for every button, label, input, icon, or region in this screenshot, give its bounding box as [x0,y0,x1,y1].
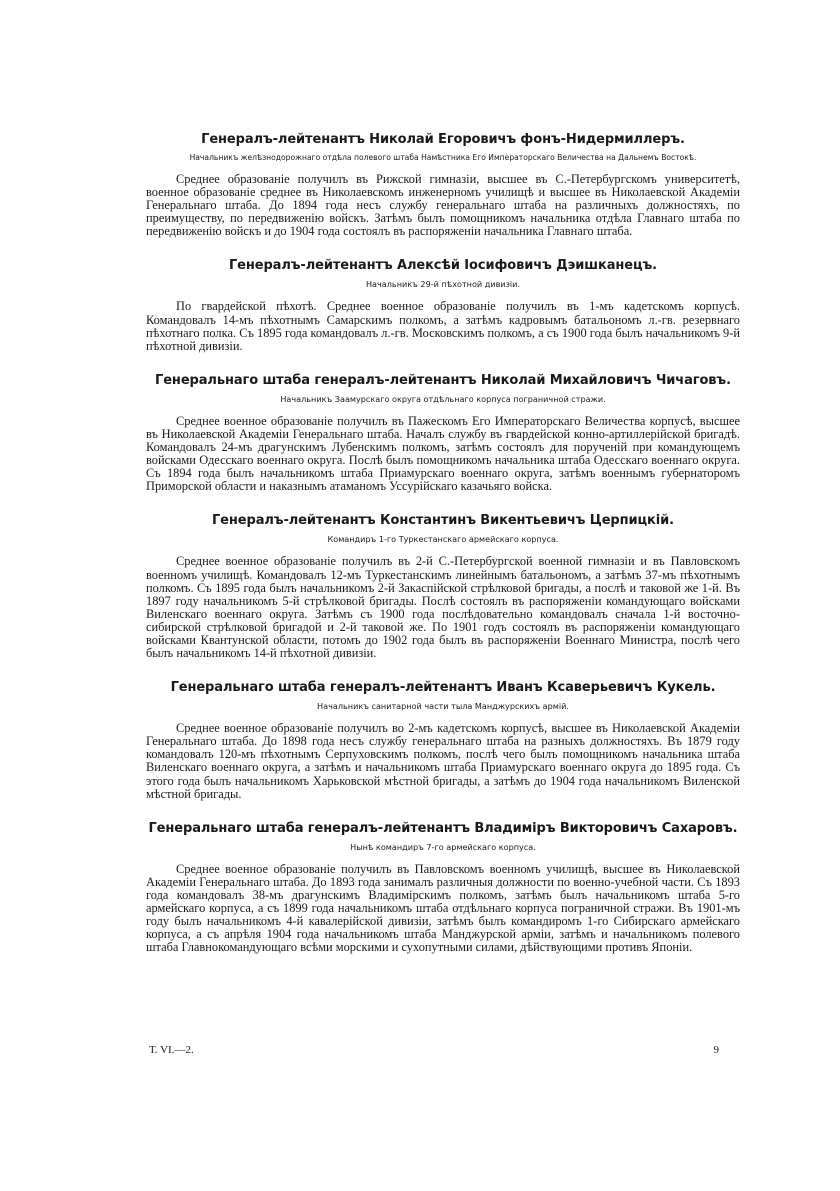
entry-body: По гвардейской пѣхотѣ. Среднее военное образованіе получилъ въ 1-мъ кадетскомъ корпусѣ. Командовалъ 14-мъ пѣхотнымъ Самарскимъ полкомъ, а затѣмъ кадровымъ батальономъ л.-гв. резервнаго пѣхотнаго полка. Съ 1895 года командовалъ л.-гв. Московскимъ полкомъ, а съ 1900 года былъ начальникомъ 9-й пѣхотной дивизіи. [146,299,740,353]
biography-entry [146,821,740,955]
entry-body: Среднее военное образованіе получилъ во 2-мъ кадетскомъ корпусѣ, высшее въ Николаевской Академіи Генеральнаго штаба. До 1898 года несъ службу генеральнаго штаба на разныхъ должностяхъ. Въ 1879 году командовалъ 120-мъ пѣхотнымъ Серпуховскимъ полкомъ, послѣ чего былъ помощникомъ начальника штаба Виленскаго военнаго округа, а затѣмъ и начальникомъ штаба Приамурскаго военнаго округа до 1895 года. Съ этого года былъ начальникомъ Харьковской мѣстной бригады, а затѣмъ до 1904 года начальникомъ Виленской мѣстной бригады. [146,721,740,801]
entry-title: Генералъ-лейтенантъ Николай Егоровичъ фонъ-Нидермиллеръ. [201,132,685,147]
entry-subtitle: Начальникъ 29-й пѣхотной дивизіи. [365,279,521,290]
biography-entry [146,258,740,352]
entry-body: Среднее военное образованіе получилъ въ Павловскомъ военномъ училищѣ, высшее въ Николаевской Академіи Генеральнаго штаба. До 1893 года занималъ различныя должности по военно-учебной части. Съ 1893 года командовалъ 38-мъ драгунскимъ Владимірскимъ полкомъ, затѣмъ былъ начальникомъ штаба 5-го армейскаго корпуса, а съ 1899 года начальникомъ штаба отдѣльнаго корпуса пограничной стражи. Въ 1901-мъ году былъ начальникомъ 4-й кавалерійской дивизіи, затѣмъ былъ командиромъ 1-го Сибирскаго армейскаго корпуса, а съ апрѣля 1904 года начальникомъ штаба Манджурской арміи, затѣмъ и начальникомъ полевого штаба Главнокомандующаго всѣми морскими и сухопутными силами, дѣйствующими противъ Японіи. [146,861,740,955]
entry-body: Среднее военное образованіе получилъ въ 2-й С.-Петербургской военной гимназіи и въ Павловскомъ военномъ училищѣ. Командовалъ 12-мъ Туркестанскимъ линейнымъ батальономъ, а затѣмъ 37-мъ пѣхотнымъ полкомъ. Съ 1895 года былъ начальникомъ 2-й Закаспійской стрѣлковой бригады, а послѣ и таковой же 1-й. Въ 1897 году начальникомъ 5-й стрѣлковой бригады. Послѣ состоялъ въ распоряженіи командующаго войсками Виленскаго военнаго округа. Затѣмъ съ 1900 года послѣдовательно командовалъ сначала 1-й восточно-сибирской стрѣлковой бригадой и 2-й таковой же. По 1901 годъ состоялъ въ распоряженіи командующаго войсками Квантунской области, потомъ до 1902 года былъ въ распоряженіи Военнаго Министра, послѣ чего былъ начальникомъ 14-й пѣхотной дивизіи. [146,554,740,661]
biography-entry [146,513,740,660]
biography-entry [146,132,740,238]
document-page [146,132,740,954]
entry-subtitle: Командиръ 1-го Туркестанскаго армейскаго корпуса. [327,534,559,545]
entry-subtitle: Начальникъ желѣзнодорожнаго отдѣла полевого штаба Намѣстника Его Императорскаго Величества на Дальнемъ Востокѣ. [189,153,697,162]
printer-signature: Т. VI.—2. [149,1044,194,1056]
entry-subtitle: Нынѣ командиръ 7-го армейскаго корпуса. [350,841,536,852]
entry-title: Генеральнаго штаба генералъ-лейтенантъ Николай Михайловичъ Чичаговъ. [155,372,731,388]
entry-title: Генеральнаго штаба генералъ-лейтенантъ Иванъ Ксаверьевичъ Кукель. [170,680,716,696]
entry-body: Среднее образованіе получилъ въ Рижской гимназіи, высшее въ С.-Петербургскомъ университетѣ, военное образованіе среднее въ Николаевскомъ инженерномъ училищѣ и высшее въ Николаевской Академіи Генеральнаго штаба. До 1894 года несъ службу генеральнаго штаба на различныхъ должностяхъ, по преимуществу, по передвиженію войскъ. Затѣмъ былъ помощникомъ начальника отдѣла Главнаго штаба по передвиженію войскъ и до 1904 года состоялъ въ распоряженіи начальника Главнаго штаба. [146,172,740,239]
entry-title: Генералъ-лейтенантъ Алексѣй Іосифовичъ Дэишканецъ. [228,258,658,274]
page-number: 9 [713,1044,719,1056]
biography-entry [146,680,740,801]
biography-entry [146,373,740,494]
entry-title: Генералъ-лейтенантъ Константинъ Викентьевичъ Церпицкій. [212,513,674,529]
entry-subtitle: Начальникъ санитарной части тыла Манджурскихъ армій. [317,701,569,712]
entry-subtitle: Начальникъ Заамурскаго округа отдѣльнаго корпуса пограничной стражи. [280,393,606,404]
entry-body: Среднее военное образованіе получилъ въ Пажескомъ Его Императорскаго Величества корпусѣ, высшее въ Николаевской Академіи Генеральнаго штаба. Началъ службу въ гвардейской конно-артиллерійской бригадѣ. Командовалъ 24-мъ драгунскимъ Лубенскимъ полкомъ, затѣмъ состоялъ для порученій при командующемъ войсками Одесскаго военнаго округа. Послѣ былъ помощникомъ начальника штаба Одесскаго военнаго округа. Съ 1894 года былъ начальникомъ штаба Приамурскаго военнаго округа, затѣмъ военнымъ губернаторомъ Приморской области и наказнымъ атаманомъ Уссурійскаго казачьяго войска. [146,413,740,494]
entry-title: Генеральнаго штаба генералъ-лейтенантъ Владиміръ Викторовичъ Сахаровъ. [148,820,738,836]
